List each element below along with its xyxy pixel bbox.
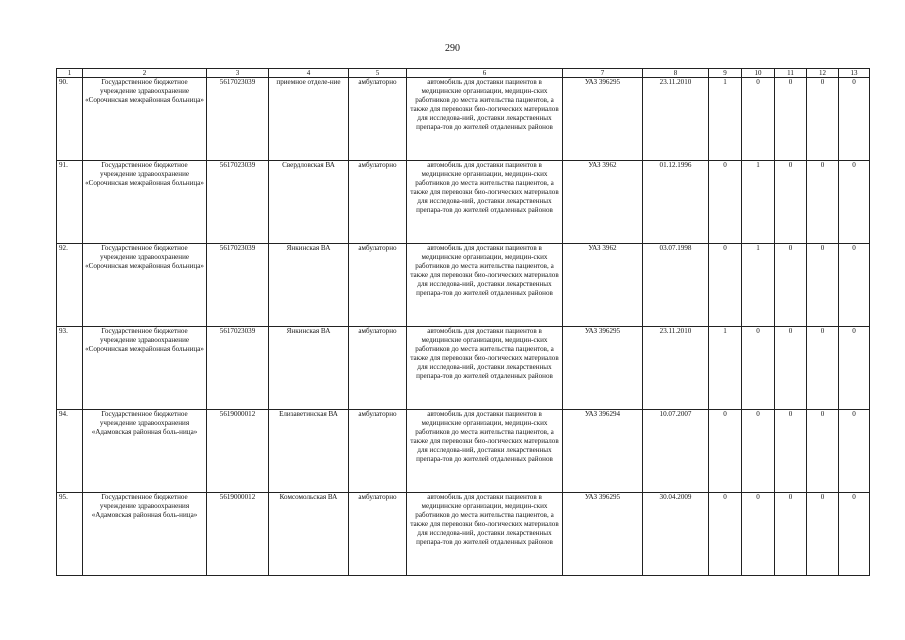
department-name: Янкинская ВА	[269, 244, 349, 327]
value-col-9: 1	[709, 327, 742, 410]
inn-code: 5617023039	[207, 78, 269, 161]
value-col-13: 0	[839, 78, 870, 161]
column-header: 3	[207, 69, 269, 78]
vehicle-registry-table	[56, 68, 870, 576]
inn-code: 5617023039	[207, 161, 269, 244]
column-header: 12	[807, 69, 839, 78]
organization-name: Государственное бюджетное учреждение здравоохранения «Адамовская районная боль-ница»	[83, 493, 207, 576]
value-col-9: 0	[709, 493, 742, 576]
value-col-13: 0	[839, 410, 870, 493]
registration-date: 23.11.2010	[643, 327, 709, 410]
column-header: 7	[563, 69, 643, 78]
vehicle-model: УАЗ 396295	[563, 78, 643, 161]
page-number: 290	[445, 43, 460, 54]
table-row	[57, 410, 870, 493]
value-col-13: 0	[839, 244, 870, 327]
registration-date: 10.07.2007	[643, 410, 709, 493]
vehicle-model: УАЗ 3962	[563, 161, 643, 244]
organization-name: Государственное бюджетное учреждение здравоохранение «Сорочинская межрайонная больница»	[83, 78, 207, 161]
department-name: Янкинская ВА	[269, 327, 349, 410]
column-header: 9	[709, 69, 742, 78]
value-col-9: 0	[709, 410, 742, 493]
row-number: 94.	[57, 410, 83, 493]
vehicle-purpose: автомобиль для доставки пациентов в медицинские организации, медицин-ских работников до места жительства пациентов, а также для перевозки био-логических материалов для исследова-ний, доставки лекарственных препара-тов до жителей отдаленных районов	[407, 161, 563, 244]
organization-name: Государственное бюджетное учреждение здравоохранение «Сорочинская межрайонная больница»	[83, 327, 207, 410]
inn-code: 5617023039	[207, 327, 269, 410]
column-header: 4	[269, 69, 349, 78]
table-row	[57, 161, 870, 244]
row-number: 92.	[57, 244, 83, 327]
table-row	[57, 244, 870, 327]
row-number: 95.	[57, 493, 83, 576]
value-col-11: 0	[775, 327, 807, 410]
value-col-11: 0	[775, 410, 807, 493]
row-number: 93.	[57, 327, 83, 410]
vehicle-purpose: автомобиль для доставки пациентов в медицинские организации, медицин-ских работников до места жительства пациентов, а также для перевозки био-логических материалов для исследова-ний, доставки лекарственных препара-тов до жителей отдаленных районов	[407, 410, 563, 493]
registration-date: 23.11.2010	[643, 78, 709, 161]
column-header: 1	[57, 69, 83, 78]
value-col-10: 0	[742, 493, 775, 576]
department-name: Комсомольская ВА	[269, 493, 349, 576]
value-col-13: 0	[839, 161, 870, 244]
department-name: Свердловская ВА	[269, 161, 349, 244]
value-col-10: 0	[742, 327, 775, 410]
table-row	[57, 78, 870, 161]
department-name: Елизаветинская ВА	[269, 410, 349, 493]
organization-name: Государственное бюджетное учреждение здравоохранение «Сорочинская межрайонная больница»	[83, 161, 207, 244]
value-col-13: 0	[839, 327, 870, 410]
organization-name: Государственное бюджетное учреждение здравоохранение «Сорочинская межрайонная больница»	[83, 244, 207, 327]
value-col-12: 0	[807, 493, 839, 576]
row-number: 90.	[57, 78, 83, 161]
row-number: 91.	[57, 161, 83, 244]
table-header	[57, 69, 870, 78]
registration-date: 03.07.1998	[643, 244, 709, 327]
vehicle-model: УАЗ 3962	[563, 244, 643, 327]
table-row	[57, 327, 870, 410]
value-col-10: 0	[742, 78, 775, 161]
value-col-10: 1	[742, 161, 775, 244]
organization-name: Государственное бюджетное учреждение здравоохранения «Адамовская районная боль-ница»	[83, 410, 207, 493]
value-col-13: 0	[839, 493, 870, 576]
value-col-12: 0	[807, 78, 839, 161]
vehicle-purpose: автомобиль для доставки пациентов в медицинские организации, медицин-ских работников до места жительства пациентов, а также для перевозки био-логических материалов для исследова-ний, доставки лекарственных препара-тов до жителей отдаленных районов	[407, 244, 563, 327]
value-col-11: 0	[775, 493, 807, 576]
column-header: 5	[349, 69, 407, 78]
inn-code: 5617023039	[207, 244, 269, 327]
vehicle-purpose: автомобиль для доставки пациентов в медицинские организации, медицин-ских работников до места жительства пациентов, а также для перевозки био-логических материалов для исследова-ний, доставки лекарственных препара-тов до жителей отдаленных районов	[407, 327, 563, 410]
column-header: 13	[839, 69, 870, 78]
vehicle-purpose: автомобиль для доставки пациентов в медицинские организации, медицин-ских работников до места жительства пациентов, а также для перевозки био-логических материалов для исследова-ний, доставки лекарственных препара-тов до жителей отдаленных районов	[407, 78, 563, 161]
care-type: амбулаторно	[349, 410, 407, 493]
inn-code: 5619000012	[207, 493, 269, 576]
column-header: 2	[83, 69, 207, 78]
value-col-11: 0	[775, 244, 807, 327]
vehicle-model: УАЗ 396295	[563, 493, 643, 576]
value-col-12: 0	[807, 327, 839, 410]
column-header: 6	[407, 69, 563, 78]
value-col-10: 1	[742, 244, 775, 327]
table-row	[57, 493, 870, 576]
value-col-10: 0	[742, 410, 775, 493]
header-row	[57, 69, 870, 78]
care-type: амбулаторно	[349, 78, 407, 161]
table-body	[57, 78, 870, 576]
value-col-9: 0	[709, 161, 742, 244]
value-col-11: 0	[775, 161, 807, 244]
value-col-9: 1	[709, 78, 742, 161]
care-type: амбулаторно	[349, 327, 407, 410]
department-name: приемное отделе-ние	[269, 78, 349, 161]
vehicle-model: УАЗ 396294	[563, 410, 643, 493]
value-col-12: 0	[807, 161, 839, 244]
vehicle-purpose: автомобиль для доставки пациентов в медицинские организации, медицин-ских работников до места жительства пациентов, а также для перевозки био-логических материалов для исследова-ний, доставки лекарственных препара-тов до жителей отдаленных районов	[407, 493, 563, 576]
care-type: амбулаторно	[349, 244, 407, 327]
column-header: 8	[643, 69, 709, 78]
care-type: амбулаторно	[349, 493, 407, 576]
column-header: 11	[775, 69, 807, 78]
value-col-11: 0	[775, 78, 807, 161]
registration-date: 01.12.1996	[643, 161, 709, 244]
care-type: амбулаторно	[349, 161, 407, 244]
value-col-12: 0	[807, 410, 839, 493]
vehicle-model: УАЗ 396295	[563, 327, 643, 410]
value-col-12: 0	[807, 244, 839, 327]
value-col-9: 0	[709, 244, 742, 327]
inn-code: 5619000012	[207, 410, 269, 493]
registration-date: 30.04.2009	[643, 493, 709, 576]
column-header: 10	[742, 69, 775, 78]
